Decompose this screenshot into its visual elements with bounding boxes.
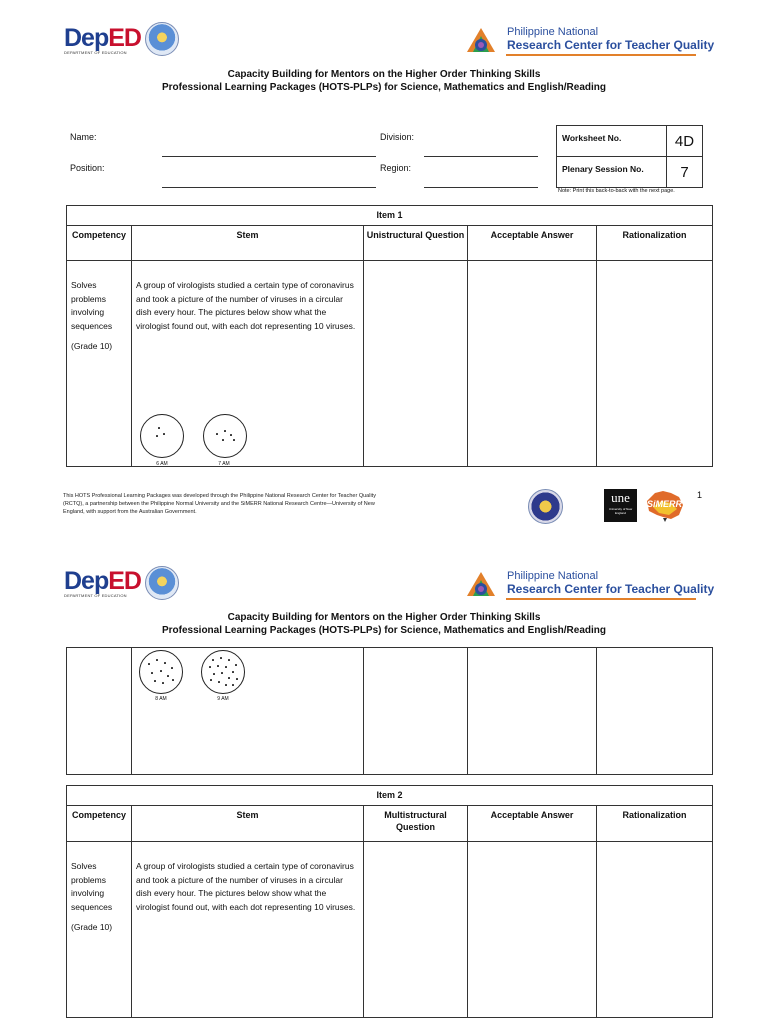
deped-logo-dep: Dep xyxy=(64,567,109,595)
pnrc-line2: Research Center for Teacher Quality xyxy=(507,582,715,596)
item2-table xyxy=(66,785,713,1018)
virus-dot xyxy=(225,684,227,686)
item2-competency-text: Solves problems involving sequences xyxy=(71,861,113,912)
continued-answer-cell[interactable] xyxy=(468,648,597,775)
dish-9am xyxy=(201,650,245,694)
virus-dot xyxy=(218,681,220,683)
worksheet-label: Worksheet No. xyxy=(557,126,667,157)
item2-rationalization-cell[interactable] xyxy=(597,842,713,1018)
virus-dot xyxy=(163,433,165,435)
virus-dot xyxy=(171,667,173,669)
virus-dot xyxy=(228,659,230,661)
simerr-logo-text: SiMERR xyxy=(647,499,683,509)
pnrc-underline xyxy=(506,54,696,56)
item1-header-answer: Acceptable Answer xyxy=(468,226,597,261)
dish-8am xyxy=(139,650,183,694)
division-label: Division: xyxy=(380,132,415,142)
deped-subtext: DEPARTMENT OF EDUCATION xyxy=(64,50,127,55)
pnrc-emblem-icon xyxy=(463,570,499,600)
virus-dot xyxy=(164,662,166,664)
virus-dot xyxy=(233,439,235,441)
item2-stem-text: A group of virologists studied a certain type of coronavirus and took a picture of the number of viruses in a circular dish every hour. The pictures below show what the virologist found out, with each dot representing 10 viruses. xyxy=(136,861,356,912)
virus-dot xyxy=(167,675,169,677)
continued-question-cell[interactable] xyxy=(364,648,468,775)
virus-dot xyxy=(232,671,234,673)
item1-question-cell[interactable] xyxy=(364,261,468,467)
item1-rationalization-cell[interactable] xyxy=(597,261,713,467)
virus-dot xyxy=(221,672,223,674)
item2-header-rationalization: Rationalization xyxy=(597,806,713,842)
item1-answer-cell[interactable] xyxy=(468,261,597,467)
virus-dot xyxy=(216,433,218,435)
worksheet-info-table xyxy=(556,125,703,188)
plenary-label: Plenary Session No. xyxy=(557,157,667,188)
virus-dot xyxy=(232,684,234,686)
item1-header-competency: Competency xyxy=(67,226,132,261)
virus-dot xyxy=(225,666,227,668)
item1-competency-grade: (Grade 10) xyxy=(71,341,113,351)
title-line1: Capacity Building for Mentors on the Higher Order Thinking Skills xyxy=(227,612,541,623)
deped-logo xyxy=(64,24,141,55)
une-logo-sub: University of New England xyxy=(608,507,633,515)
pnrc-underline xyxy=(506,598,696,600)
virus-dot xyxy=(220,657,222,659)
item2-competency-cell xyxy=(67,842,132,1018)
item2-answer-cell[interactable] xyxy=(468,842,597,1018)
name-label: Name: xyxy=(70,132,97,142)
une-logo xyxy=(604,489,637,522)
item1-competency-text: Solves problems involving sequences xyxy=(71,280,113,331)
virus-dot xyxy=(224,430,226,432)
item2-title: Item 2 xyxy=(67,786,713,806)
dish-6am xyxy=(140,414,184,458)
item2-header-answer: Acceptable Answer xyxy=(468,806,597,842)
item2-stem-cell xyxy=(132,842,364,1018)
continued-rationalization-cell[interactable] xyxy=(597,648,713,775)
print-note: Note: Print this back-to-back with the next page. xyxy=(558,188,675,194)
pnrc-line1: Philippine National xyxy=(507,570,599,582)
item2-question-cell[interactable] xyxy=(364,842,468,1018)
plenary-value: 7 xyxy=(667,157,703,188)
item1-competency-cell xyxy=(67,261,132,467)
item1-title: Item 1 xyxy=(67,206,713,226)
pnrc-emblem-icon xyxy=(463,26,499,56)
deped-logo-ed: ED xyxy=(108,567,141,595)
virus-dot xyxy=(158,427,160,429)
pnu-seal-icon xyxy=(528,489,563,524)
division-field[interactable] xyxy=(424,156,538,157)
virus-dot xyxy=(172,679,174,681)
pnrc-line2: Research Center for Teacher Quality xyxy=(507,38,715,52)
item1-header-stem: Stem xyxy=(132,226,364,261)
name-field[interactable] xyxy=(162,156,376,157)
deped-logo-page2 xyxy=(64,567,141,598)
item2-header-question: Multistructural Question xyxy=(364,806,468,842)
deped-seal-icon xyxy=(145,566,179,600)
continued-competency-cell xyxy=(67,648,132,775)
title-line2: Professional Learning Packages (HOTS-PLPs) for Science, Mathematics and English/Reading xyxy=(161,625,606,636)
virus-dot xyxy=(160,670,162,672)
virus-dot xyxy=(162,682,164,684)
region-field[interactable] xyxy=(424,187,538,188)
title-line2: Professional Learning Packages (HOTS-PLPs) for Science, Mathematics and English/Reading xyxy=(161,82,606,93)
dish-label-8am: 8 AM xyxy=(155,696,167,702)
dish-7am xyxy=(203,414,247,458)
une-logo-text: une xyxy=(611,490,630,505)
virus-dot xyxy=(228,677,230,679)
title-line1: Capacity Building for Mentors on the Higher Order Thinking Skills xyxy=(227,69,541,80)
virus-dot xyxy=(210,679,212,681)
virus-dot xyxy=(236,678,238,680)
deped-logo-dep: Dep xyxy=(64,24,109,52)
deped-logo-ed: ED xyxy=(108,24,141,52)
position-field[interactable] xyxy=(162,187,376,188)
simerr-logo xyxy=(643,487,685,523)
item2-header-competency: Competency xyxy=(67,806,132,842)
position-label: Position: xyxy=(70,163,105,173)
dish-label-6am: 6 AM xyxy=(156,461,168,467)
region-label: Region: xyxy=(380,163,412,173)
dish-label-7am: 7 AM xyxy=(218,461,230,467)
item1-header-question: Unistructural Question xyxy=(364,226,468,261)
deped-subtext: DEPARTMENT OF EDUCATION xyxy=(64,593,127,598)
virus-dot xyxy=(154,680,156,682)
page-number: 1 xyxy=(697,490,703,500)
virus-dot xyxy=(156,435,158,437)
virus-dot xyxy=(217,665,219,667)
worksheet-value: 4D xyxy=(667,126,703,157)
dish-label-9am: 9 AM xyxy=(217,696,229,702)
page-title xyxy=(0,68,768,94)
virus-dot xyxy=(230,434,232,436)
footer-text: This HOTS Professional Learning Packages was developed through the Philippine National Research Center for Teacher Quality (RCTQ), a partnership between the Philippine Normal University and the SiMERR National Research Centre—University of New England, with support from the Australian Government. xyxy=(63,493,376,515)
page2-title xyxy=(0,611,768,637)
virus-dot xyxy=(156,659,158,661)
virus-dot xyxy=(212,659,214,661)
pnrc-line1: Philippine National xyxy=(507,26,599,38)
virus-dot xyxy=(235,664,237,666)
deped-seal-icon xyxy=(145,22,179,56)
virus-dot xyxy=(148,663,150,665)
virus-dot xyxy=(222,439,224,441)
item1-stem-text: A group of virologists studied a certain type of coronavirus and took a picture of the number of viruses in a circular dish every hour. The pictures below show what the virologist found out, with each dot representing 10 viruses. xyxy=(136,280,356,331)
item1-header-rationalization: Rationalization xyxy=(597,226,713,261)
virus-dot xyxy=(209,666,211,668)
item2-competency-grade: (Grade 10) xyxy=(71,922,113,932)
virus-dot xyxy=(151,672,153,674)
item2-header-stem: Stem xyxy=(132,806,364,842)
virus-dot xyxy=(213,673,215,675)
